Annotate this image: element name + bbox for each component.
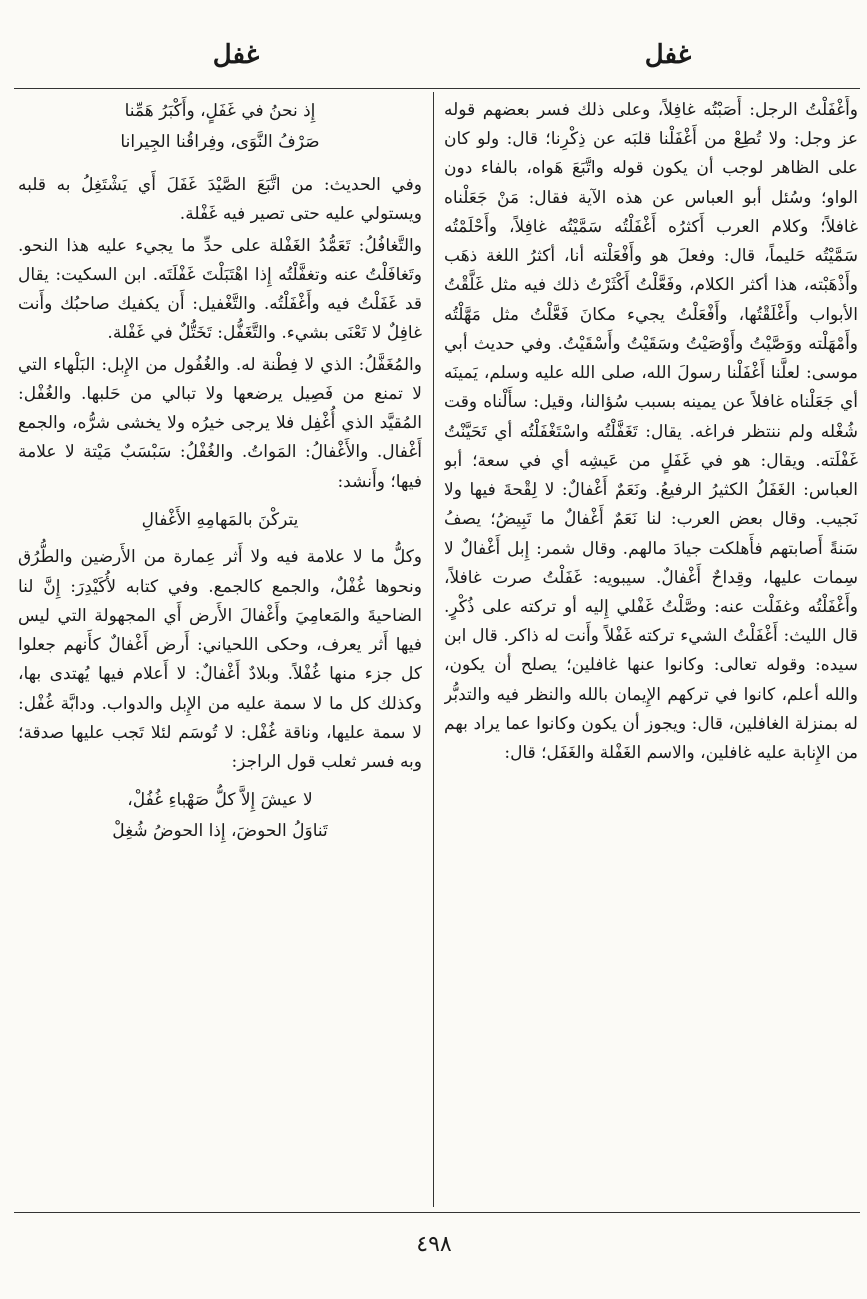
left-column xyxy=(18,96,422,1208)
bottom-rule xyxy=(14,1212,860,1213)
entry-paragraph: والتَّغافُلُ: تَعَمُّدُ الغَفْلة على حدِّ ما يجيء عليه هذا النحو. وتَغافَلْتُ عنه وتغفَّلْتُه إِذا اهْتَبَلْتَ غَفْلَتَه. ابن السكيت: يقال قد غَفَلْتُ فيه وأَغْفَلْتُه. والتَّغْفيل: أَن يكفيك صاحبُك وأَنت غافِلٌ لا تَعْنَى بشيء. والتَّغَفُّل: تَخَتُّلٌ في غَفْلة. xyxy=(18,235,422,344)
top-rule xyxy=(14,88,860,89)
right-column xyxy=(444,96,858,1208)
header-word-left: غفل xyxy=(212,40,260,70)
verse-middle xyxy=(18,505,422,536)
verse-bottom xyxy=(18,785,422,846)
entry-paragraph: وفي الحديث: من اتَّبَعَ الصَّيْدَ غَفَلَ أَي يَشْتَغِلُ به قلبه ويستولي عليه حتى تصير فيه غَفْلة. xyxy=(18,175,422,225)
page-number: ٤٩٨ xyxy=(416,1232,452,1257)
entry-paragraph: والمُغَفَّلُ: الذي لا فِطْنة له. والغُفُول من الإِبل: البَلْهاء التي لا تمنع من فَصِيل يرضعها ولا تبالي من حَلبها. والغُفْل: المُقيَّد الذي أُغْفِل فلا يرجى خيرُه ولا يخشى شرُّه، والجمع أَغْفال. والأَغْفالُ: المَواتُ. والغُفْلُ: سَبْسَبٌ مَيْتة لا علامة فيها؛ وأَنشد: xyxy=(18,354,422,492)
verse-top xyxy=(18,96,422,157)
header-word-right: غفل xyxy=(644,40,692,70)
verse-line: إِذ نحنُ في غَفَلٍ، وأَكْبَرُ هَمِّنا xyxy=(124,101,316,121)
verse-line: لا عيشَ إِلاَّ كلُّ صَهْباءِ غُفُلْ، xyxy=(127,790,313,811)
column-divider xyxy=(433,92,434,1207)
verse-line: تَناوَلُ الحوضَ، إِذا الحوضُ شُغِلْ xyxy=(112,820,328,841)
entry-paragraph: وكلُّ ما لا علامة فيه ولا أَثر عِمارة من الأَرضين والطُّرُق ونحوها غُفْلٌ، والجمع كالجمع. وفي كتابه لأُكَيْدِرَ: إِنَّ لنا الضاحيةَ والمَعامِيَ وأَغْفالَ الأَرض أَي المجهولة التي ليس فيها أَثر يعرف، وحكى اللحياني: أَرض أَغْفالٌ كأَنهم جعلوا كل جزء منها غُفْلاً. وبلادٌ أَغْفالٌ: لا أَعلام فيها يُهتدى بها، وكذلك كل ما لا سمة عليه من الإِبل والدواب. ودابَّة غُفْل: لا سمة عليها، وناقة غُفْل: لا تُوسَم لئلا تَجب عليها صدقة؛ وبه فسر ثعلب قول الراجز: xyxy=(18,547,422,772)
verse-line: صَرْفُ النَّوَى، وفِراقُنا الجِيرانا xyxy=(120,131,320,152)
entry-paragraph: وأَغْفَلْتُ الرجل: أَصَبْتُه غافِلاً، وعلى ذلك فسر بعضهم قوله عز وجل: ولا تُطِعْ من أَغْفَلْنا قلبَه عن ذِكْرِنا؛ قال: ولو كان على الظاهر لوجب أن يكون قوله واتَّبَعَ هَواه، بالفاء دون الواو؛ وسُئل أبو العباس عن هذه الآية فقال: مَنْ جَعَلْناه غافلاً؛ وكلام العرب أَكثرُه أَغْفَلْتُه سَمَّيْتُه غافِلاً، وأَحْلَمْتُه سَمَّيْتُه حَليماً، قال: وفعلَ هو وأَفْعَلْته أنا، أكثرُ اللغة ذهَب وأَذْهَبْته، هذا أكثر الكلام، وفَعَّلْتُ أَكْثَرْتُ ذلك فيه مثل غَلَّقْتُ الأبواب وأَغْلَقْتُها، وأَفْعَلْتُ يجيء مكانَ فَعَّلْتُ مثل مَهَّلْتُه وأَمْهَلْته ووَصَّيْتُ وأَوْصَيْتُ وسَقَيْتُ وأَسْقَيْتُ. وفي حديث أبي موسى: لعلَّنا أَغْفَلْنا رسولَ الله، صلى الله عليه وسلم، يَمينَه أي جَعَلْناه غافلاً عن يمينه بسبب سُؤالنا، وقيل: سأَلْناه وقت شُغْله ولم ننتظر فراغه. يقال: تَغَفَّلْتُه واسْتَغْفَلْتُه أي تَحَيَّنْتُ غَفْلَته. ويقال: هو في غَفَلٍ من عَيشِه أي في سعة؛ أبو العباس: الغَفَلُ الكثيرُ الرفيعُ. ونَعَمٌ أَغْفالٌ: لا لِقْحةَ فيها ولا نَجيب. وقال بعض العرب: لنا نَعَمٌ أَغْفالٌ ما تَبِيضُ؛ يصفُ سَنةً أَصابتهم فأَهلكت جيادَ مالهم. وقال شمر: إِبل أَغْفالٌ لا سِمات عليها، وقِداحٌ أَغْفالٌ. سيبويه: غَفَلْتُ صرت غافلاً، وأَغْفَلْتُه وغفَلْت عنه: وصَّلْتُ غَفْلي إِليه أو تركته على ذُكْرٍ. قال الليث: أَغْفَلْتُ الشيء تركته غَفْلاً وأَنت له ذاكر. قال ابن سيده: وقوله تعالى: وكانوا عنها غافلين؛ يصلح أن يكون، والله أعلم، كانوا في تركهم الإِيمان بالله والنظر فيه والتدبُّر له بمنزلة الغافلين، قال: ويجوز أن يكون وكانوا عما يراد بهم من الإِنابة عليه غافلين، والاسم الغَفْلة والغَفَل؛ قال: xyxy=(444,100,858,764)
verse-line: يتركْنَ بالمَهامِهِ الأَغْفالِ xyxy=(141,509,299,530)
